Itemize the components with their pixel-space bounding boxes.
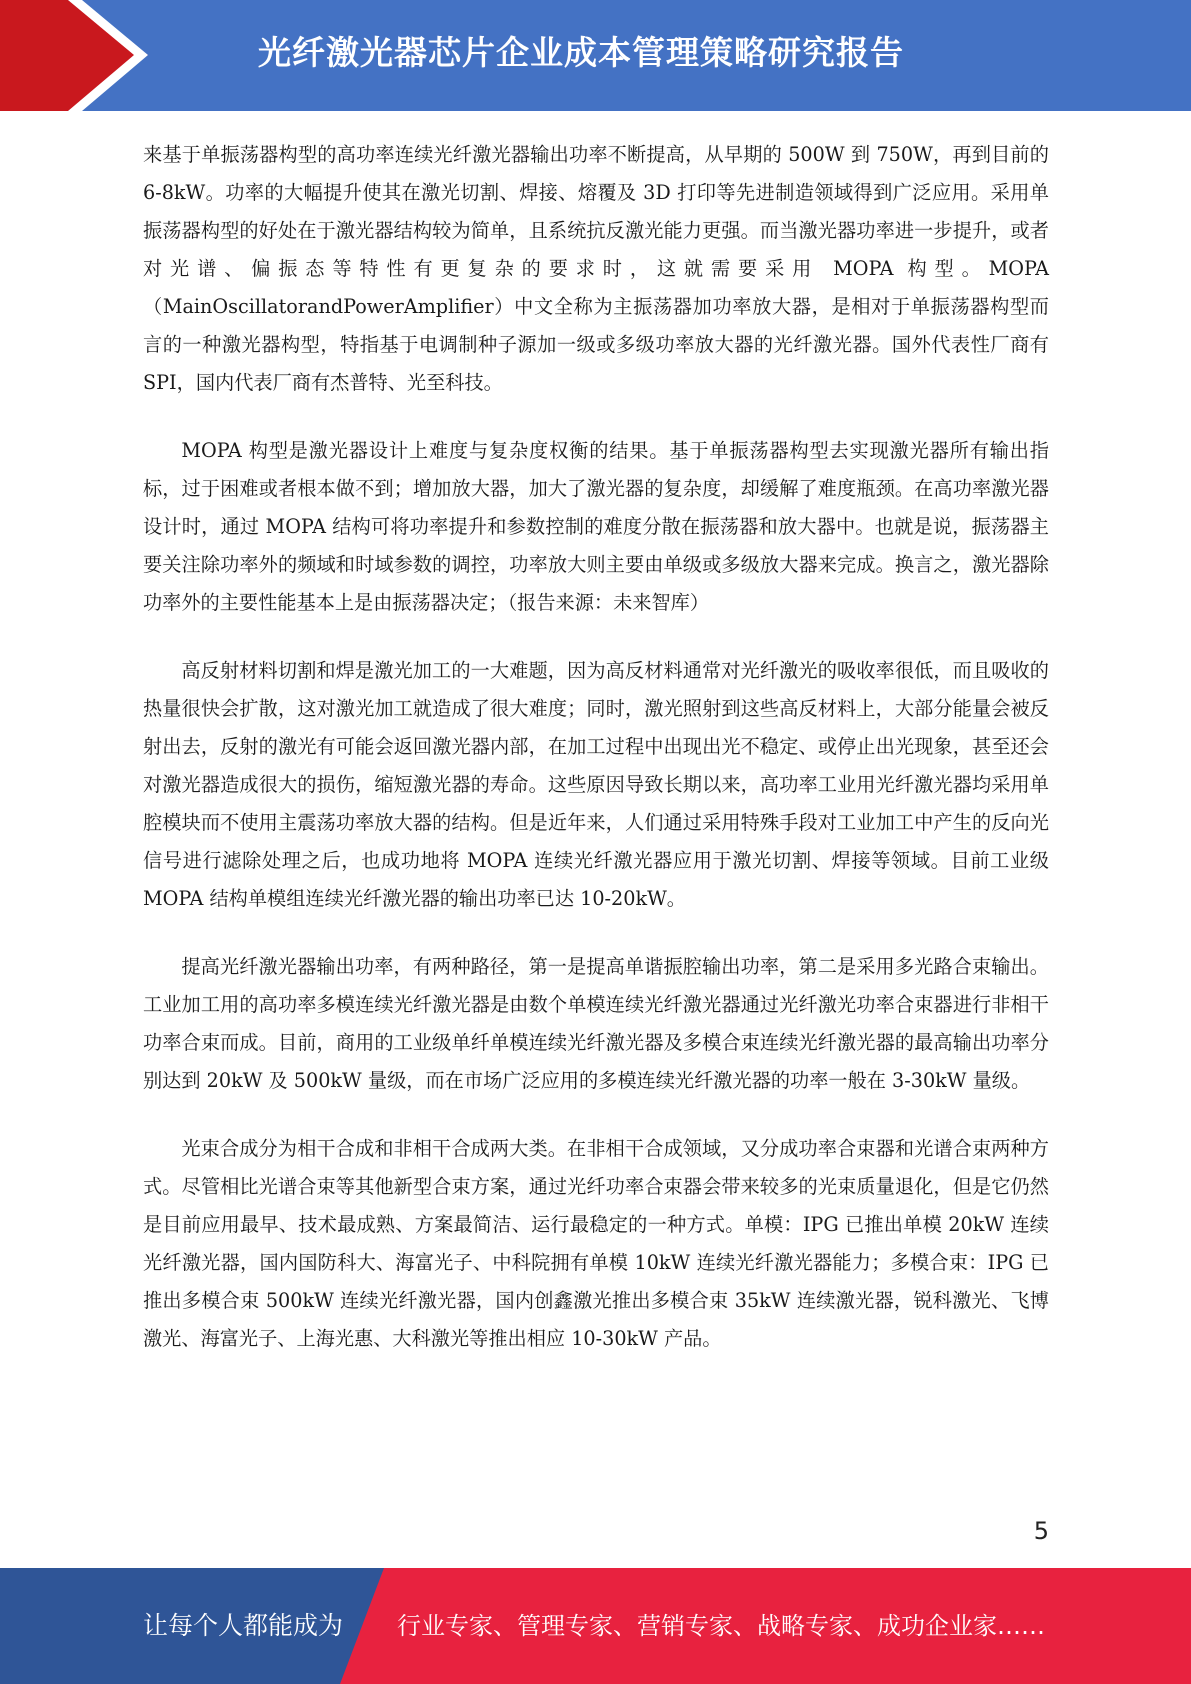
report-title: 光纤激光器芯片企业成本管理策略研究报告: [258, 33, 904, 72]
footer-slogan-left: 让每个人都能成为: [143, 1611, 344, 1640]
page-number: 5: [1033, 1517, 1049, 1545]
paragraph: 光束合成分为相干合成和非相干合成两大类。在非相干合成领域，又分成功率合束器和光谱合束两种方式。尽管相比光谱合束等其他新型合束方案，通过光纤功率合束器会带来较多的光束质量退化，但是它仍然是目前应用最早、技术最成熟、方案最简洁、运行最稳定的一种方式。单模：IPG 已推出单模 20kW 连续光纤激光器，国内国防科大、海富光子、中科院拥有单模 10kW 连续光纤激光器能力；多模合束：IPG 已推出多模合束 500kW 连续光纤激光器，国内创鑫激光推出多模合束 35kW 连续激光器，锐科激光、飞博激光、海富光子、上海光惠、大科激光等推出相应 10-30kW 产品。: [143, 1137, 1049, 1350]
article-body: [143, 136, 1049, 1388]
footer-slogan-right: 行业专家、管理专家、营销专家、战略专家、成功企业家……: [397, 1612, 1045, 1640]
page-footer: [0, 1568, 1191, 1684]
paragraph: MOPA 构型是激光器设计上难度与复杂度权衡的结果。基于单振荡器构型去实现激光器所有输出指标，过于困难或者根本做不到；增加放大器，加大了激光器的复杂度，却缓解了难度瓶颈。在高功率激光器设计时，通过 MOPA 结构可将功率提升和参数控制的难度分散在振荡器和放大器中。也就是说，振荡器主要关注除功率外的频域和时域参数的调控，功率放大则主要由单级或多级放大器来完成。换言之，激光器除功率外的主要性能基本上是由振荡器决定；（报告来源：未来智库）: [143, 439, 1049, 614]
paragraph: 提高光纤激光器输出功率，有两种路径，第一是提高单谐振腔输出功率，第二是采用多光路合束输出。工业加工用的高功率多模连续光纤激光器是由数个单模连续光纤激光器通过光纤激光功率合束器进行非相干功率合束而成。目前，商用的工业级单纤单模连续光纤激光器及多模合束连续光纤激光器的最高输出功率分别达到 20kW 及 500kW 量级，而在市场广泛应用的多模连续光纤激光器的功率一般在 3-30kW 量级。: [143, 955, 1049, 1092]
page-header: [0, 0, 1191, 111]
header-arrow-icon: [0, 0, 160, 111]
paragraph: 来基于单振荡器构型的高功率连续光纤激光器输出功率不断提高，从早期的 500W 到 750W，再到目前的 6-8kW。功率的大幅提升使其在激光切割、焊接、熔覆及 3D 打印等先进制造领域得到广泛应用。采用单振荡器构型的好处在于激光器结构较为简单，且系统抗反激光能力更强。而当激光器功率进一步提升，或者对光谱、偏振态等特性有更复杂的要求时，这就需要采用 MOPA 构型。MOPA（MainOscillatorandPowerAmplifier）中文全称为主振荡器加功率放大器，是相对于单振荡器构型而言的一种激光器构型，特指基于电调制种子源加一级或多级功率放大器的光纤激光器。国外代表性厂商有 SPI，国内代表厂商有杰普特、光至科技。: [143, 143, 1049, 394]
paragraph: 高反射材料切割和焊是激光加工的一大难题，因为高反材料通常对光纤激光的吸收率很低，而且吸收的热量很快会扩散，这对激光加工就造成了很大难度；同时，激光照射到这些高反材料上，大部分能量会被反射出去，反射的激光有可能会返回激光器内部，在加工过程中出现出光不稳定、或停止出光现象，甚至还会对激光器造成很大的损伤，缩短激光器的寿命。这些原因导致长期以来，高功率工业用光纤激光器均采用单腔模块而不使用主震荡功率放大器的结构。但是近年来，人们通过采用特殊手段对工业加工中产生的反向光信号进行滤除处理之后，也成功地将 MOPA 连续光纤激光器应用于激光切割、焊接等领域。目前工业级 MOPA 结构单模组连续光纤激光器的输出功率已达 10-20kW。: [143, 659, 1049, 910]
